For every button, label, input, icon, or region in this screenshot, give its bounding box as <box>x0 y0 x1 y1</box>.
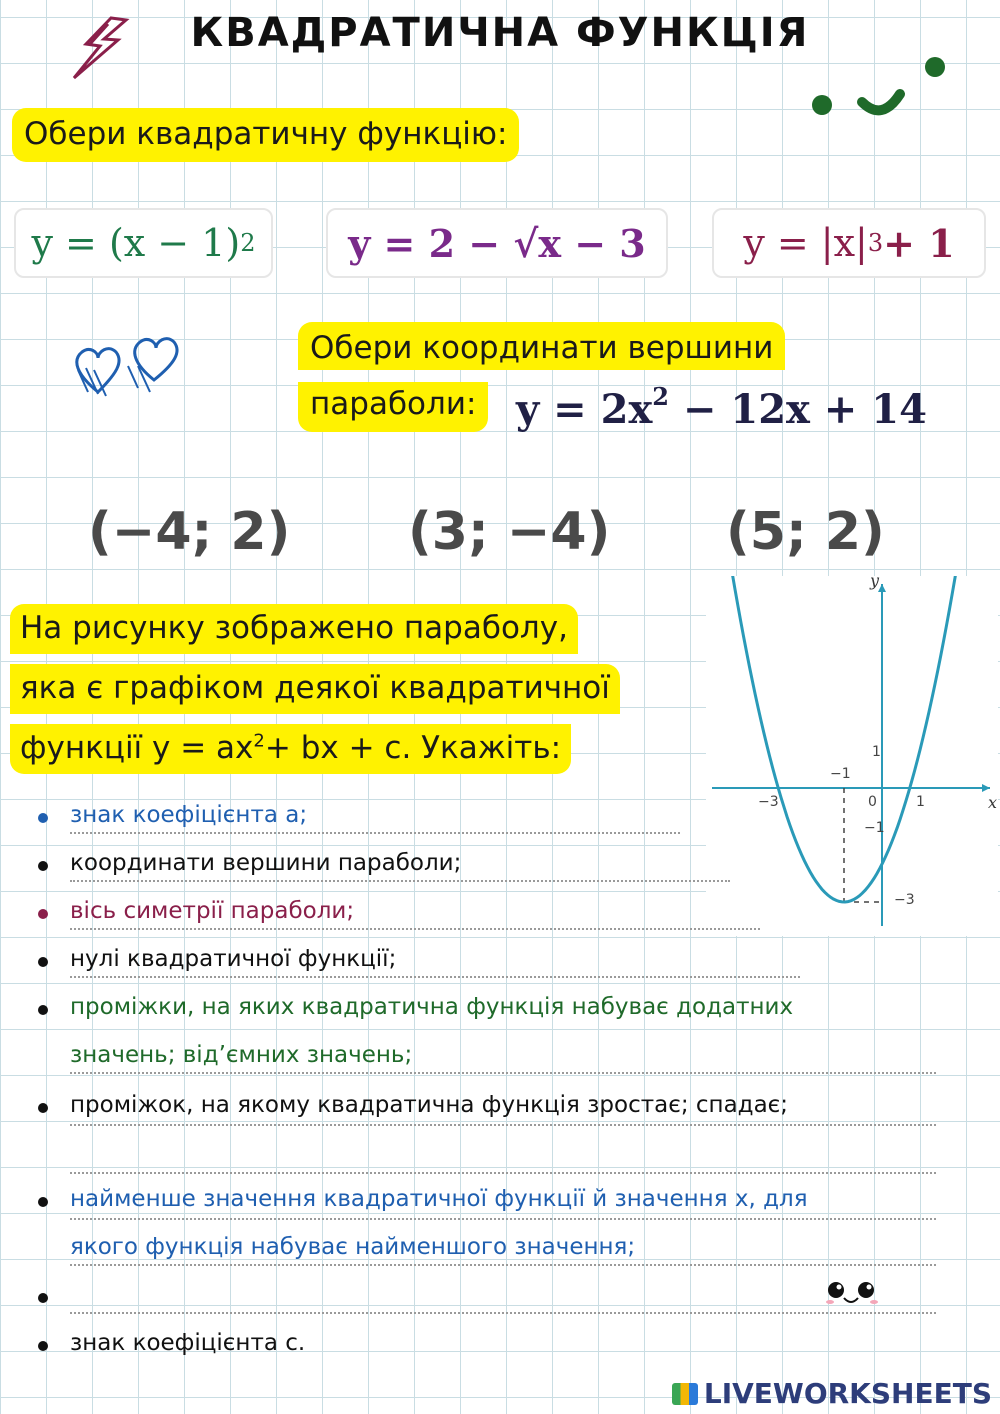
list-item <box>38 850 461 876</box>
q3-text-line3-part1: функції y = ax <box>20 730 254 766</box>
answer-line[interactable] <box>70 832 680 834</box>
list-item <box>38 802 307 828</box>
q3-text-line3-part2: + bx + c. Укажіть: <box>264 730 562 766</box>
list-item-label: найменше значення квадратичної функції й значення x, для <box>70 1186 808 1212</box>
page-title: КВАДРАТИЧНА ФУНКЦІЯ <box>190 10 810 56</box>
q2-prompt-line1: Обери координати вершини <box>298 322 785 370</box>
y-axis-label: y <box>870 576 880 590</box>
bullet-icon <box>38 1293 48 1303</box>
q3-text-line3-exponent: 2 <box>253 730 265 752</box>
vertex-option-2[interactable]: (3; −4) <box>408 502 611 562</box>
list-item-label: значень; від’ємних значень; <box>70 1042 413 1068</box>
vertex-equation-part2: − 12x + 14 <box>669 386 927 433</box>
bullet-icon <box>38 957 48 967</box>
list-item-label: проміжки, на яких квадратична функція набуває додатних <box>70 994 794 1020</box>
tick-y-minus1: −1 <box>864 820 885 836</box>
watermark <box>672 1377 992 1410</box>
q3-text-line2: яка є графіком деякої квадратичної <box>10 664 620 714</box>
answer-line[interactable] <box>70 1172 936 1174</box>
vertex-equation-exponent: 2 <box>652 382 669 411</box>
bullet-icon <box>38 1005 48 1015</box>
q1-prompt: Обери квадратичну функцію: <box>12 108 519 162</box>
function-option-3-exponent: 3 <box>867 229 884 257</box>
function-option-3-text: y = |x| <box>743 221 868 265</box>
tick-x-minus1: −1 <box>830 766 851 782</box>
answer-line[interactable] <box>70 1312 936 1314</box>
smiley-face-icon <box>800 50 960 130</box>
parabola-graph <box>706 576 998 936</box>
tick-y-minus3: −3 <box>894 892 915 908</box>
list-item <box>38 898 354 924</box>
list-item-continuation <box>70 1042 412 1068</box>
answer-line[interactable] <box>70 1072 936 1074</box>
list-item-label: знак коефіцієнта a; <box>70 802 308 828</box>
vertex-equation <box>516 382 927 433</box>
tick-y-1: 1 <box>872 744 881 760</box>
x-axis-label: x <box>988 793 998 812</box>
q3-text-line3 <box>10 724 571 774</box>
tick-x-minus3: −3 <box>758 794 779 810</box>
bullet-icon <box>38 1103 48 1113</box>
bullet-icon <box>38 813 48 823</box>
answer-line[interactable] <box>70 1124 936 1126</box>
list-item <box>38 1186 808 1212</box>
q2-prompt-line2: параболи: <box>298 382 488 432</box>
q3-text-line1: На рисунку зображено параболу, <box>10 604 578 654</box>
list-item <box>38 994 793 1020</box>
bullet-icon <box>38 909 48 919</box>
answer-line[interactable] <box>70 880 730 882</box>
list-item-label: вісь симетрії параболи; <box>70 898 355 924</box>
bullet-icon <box>38 1197 48 1207</box>
function-option-1[interactable] <box>14 208 273 278</box>
watermark-logo-icon <box>672 1383 698 1405</box>
list-item-label: проміжок, на якому квадратична функція зростає; спадає; <box>70 1092 789 1118</box>
vertex-option-3[interactable]: (5; 2) <box>726 502 885 562</box>
answer-line[interactable] <box>70 976 800 978</box>
list-item-label: координати вершини параболи; <box>70 850 462 876</box>
answer-line[interactable] <box>70 928 760 930</box>
list-item <box>38 1092 788 1118</box>
watermark-text: LIVEWORKSHEETS <box>703 1377 992 1410</box>
lightning-icon <box>66 14 136 84</box>
bullet-icon <box>38 861 48 871</box>
tick-origin: 0 <box>868 794 877 810</box>
function-option-1-text: y = (x − 1) <box>31 221 241 265</box>
list-item-label: якого функція набуває найменшого значення; <box>70 1234 636 1260</box>
parabola-curve <box>726 576 958 902</box>
function-option-3[interactable] <box>712 208 986 278</box>
function-option-1-exponent: 2 <box>240 229 256 257</box>
function-option-2[interactable] <box>326 208 668 278</box>
answer-line[interactable] <box>70 1264 936 1266</box>
list-item-label: знак коефіцієнта c. <box>70 1330 306 1356</box>
list-item <box>38 1282 70 1303</box>
list-item <box>38 1330 305 1356</box>
hearts-icon <box>68 330 188 404</box>
vertex-equation-part1: y = 2x <box>516 386 653 433</box>
list-item <box>38 946 396 972</box>
answer-line[interactable] <box>70 1218 936 1220</box>
tick-x-1: 1 <box>916 794 925 810</box>
vertex-option-1[interactable]: (−4; 2) <box>88 502 291 562</box>
kawaii-face-icon <box>822 1276 882 1312</box>
function-option-3-tail: + 1 <box>883 220 955 266</box>
list-item-continuation <box>70 1234 635 1260</box>
list-item-label: нулі квадратичної функції; <box>70 946 397 972</box>
function-option-2-text: y = 2 − √x − 3 <box>348 220 646 266</box>
bullet-icon <box>38 1341 48 1351</box>
